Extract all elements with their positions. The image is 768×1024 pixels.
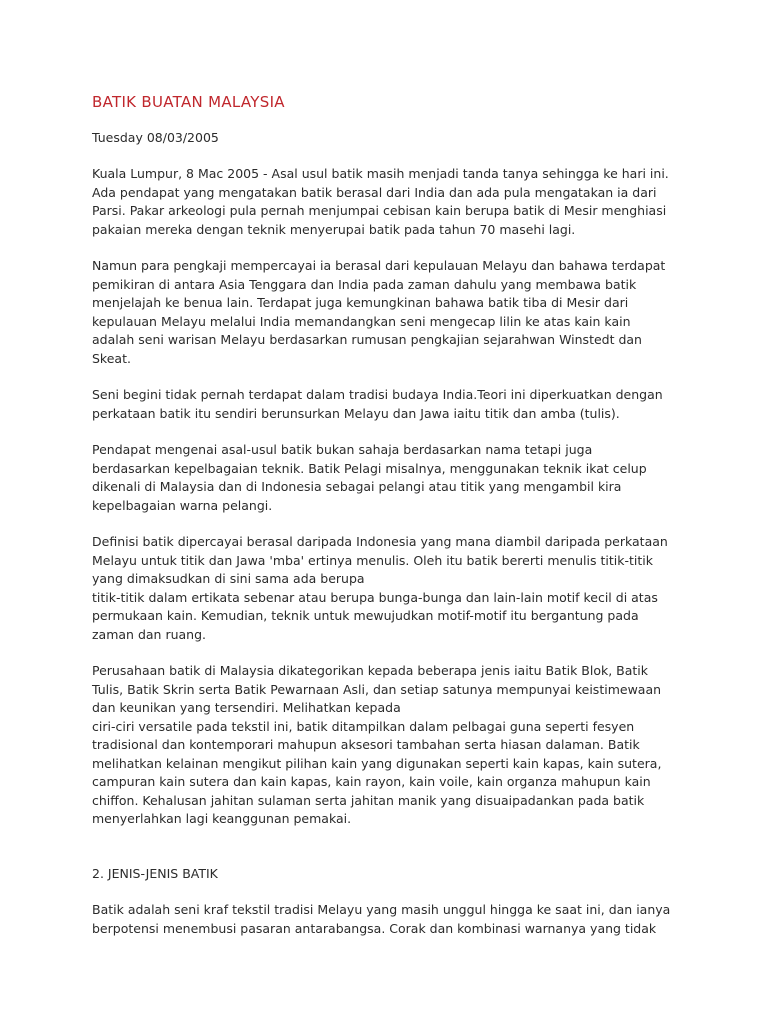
text-line: Ada pendapat yang mengatakan batik berasal dari India dan ada pula mengatakan ia dari <box>92 184 657 200</box>
paragraph <box>92 441 702 515</box>
document-page <box>92 92 702 938</box>
text-line: Perusahaan batik di Malaysia dikategorikan kepada beberapa jenis iaitu Batik Blok, Batik <box>92 663 649 678</box>
text-line: perkataan batik itu sendiri berunsurkan Melayu dan Jawa iaitu titik dan amba (tulis). <box>92 405 620 421</box>
text-line: permukaan kain. Kemudian, teknik untuk mewujudkan motif-motif itu bergantung pada <box>92 608 639 623</box>
text-line: kepulauan Melayu melalui India memandangkan seni mengecap lilin ke atas kain kain <box>92 313 631 329</box>
text-line: kepelbagaian warna pelangi. <box>92 497 273 513</box>
text-line: ciri-ciri versatile pada tekstil ini, batik ditampilkan dalam pelbagai guna seperti fesyen <box>92 718 635 734</box>
text-line: pemikiran di antara Asia Tenggara dan India pada zaman dahulu yang membawa batik <box>92 276 637 292</box>
text-line: Batik adalah seni kraf tekstil tradisi Melayu yang masih unggul hingga ke saat ini, dan ianya <box>92 902 671 917</box>
text-line: Kuala Lumpur, 8 Mac 2005 - Asal usul batik masih menjadi tanda tanya sehingga ke hari ini. <box>92 166 669 181</box>
text-line: chiffon. Kehalusan jahitan sulaman serta jahitan manik yang disuaipadankan pada batik <box>92 792 645 808</box>
text-line: Melayu untuk titik dan Jawa 'mba' ertinya menulis. Oleh itu batik bererti menulis titik-titik <box>92 552 653 568</box>
text-line: Skeat. <box>92 350 131 366</box>
text-line: zaman dan ruang. <box>92 626 206 642</box>
text-line: pakaian mereka dengan teknik menyerupai batik pada tahun 70 masehi lagi. <box>92 221 576 237</box>
paragraph <box>92 533 702 644</box>
document-title: BATIK BUATAN MALAYSIA <box>92 93 285 111</box>
text-line: dan keunikan yang tersendiri. Melihatkan kepada <box>92 700 401 715</box>
text-line: berdasarkan kepelbagaian teknik. Batik Pelagi misalnya, menggunakan teknik ikat celup <box>92 460 647 476</box>
text-line: Parsi. Pakar arkeologi pula pernah menjumpai cebisan kain berupa batik di Mesir menghiasi <box>92 203 667 218</box>
text-line: Pendapat mengenai asal-usul batik bukan sahaja berdasarkan nama tetapi juga <box>92 442 593 457</box>
text-line: 2. JENIS-JENIS BATIK <box>92 865 218 881</box>
text-line: berpotensi menembusi pasaran antarabangsa. Corak dan kombinasi warnanya yang tidak <box>92 920 657 936</box>
document-date: Tuesday 08/03/2005 <box>92 130 219 145</box>
section-heading <box>92 865 702 884</box>
text-line: menyerlahkan lagi keanggunan pemakai. <box>92 811 352 826</box>
text-line: campuran kain sutera dan kain kapas, kain rayon, kain voile, kain organza mahupun kain <box>92 774 651 789</box>
text-line: Seni begini tidak pernah terdapat dalam tradisi budaya India.Teori ini diperkuatkan dengan <box>92 387 663 402</box>
paragraph <box>92 901 702 938</box>
paragraph <box>92 165 702 239</box>
text-line: melihatkan kelainan mengikut pilihan kain yang digunakan seperti kain kapas, kain sutera, <box>92 755 662 771</box>
text-line: yang dimaksudkan di sini sama ada berupa <box>92 571 365 586</box>
paragraph <box>92 257 702 368</box>
paragraph <box>92 386 702 423</box>
text-line: dikenali di Malaysia dan di Indonesia sebagai pelangi atau titik yang mengambil kira <box>92 479 622 494</box>
text-line: Namun para pengkaji mempercayai ia berasal dari kepulauan Melayu dan bahawa terdapat <box>92 258 666 273</box>
text-line: Definisi batik dipercayai berasal daripada Indonesia yang mana diambil daripada perkataan <box>92 534 668 549</box>
document-body <box>92 165 702 938</box>
text-line: adalah seni warisan Melayu berdasarkan rumusan pengkajian sejarahwan Winstedt dan <box>92 332 642 347</box>
text-line: menjelajah ke benua lain. Terdapat juga kemungkinan bahawa batik tiba di Mesir dari <box>92 295 629 310</box>
text-line: titik-titik dalam ertikata sebenar atau berupa bunga-bunga dan lain-lain motif kecil di atas <box>92 589 658 605</box>
text-line: tradisional dan kontemporari mahupun aksesori tambahan serta hiasan dalaman. Batik <box>92 737 640 752</box>
text-line: Tulis, Batik Skrin serta Batik Pewarnaan Asli, dan setiap satunya mempunyai keistimewaan <box>92 681 662 697</box>
paragraph <box>92 662 702 829</box>
